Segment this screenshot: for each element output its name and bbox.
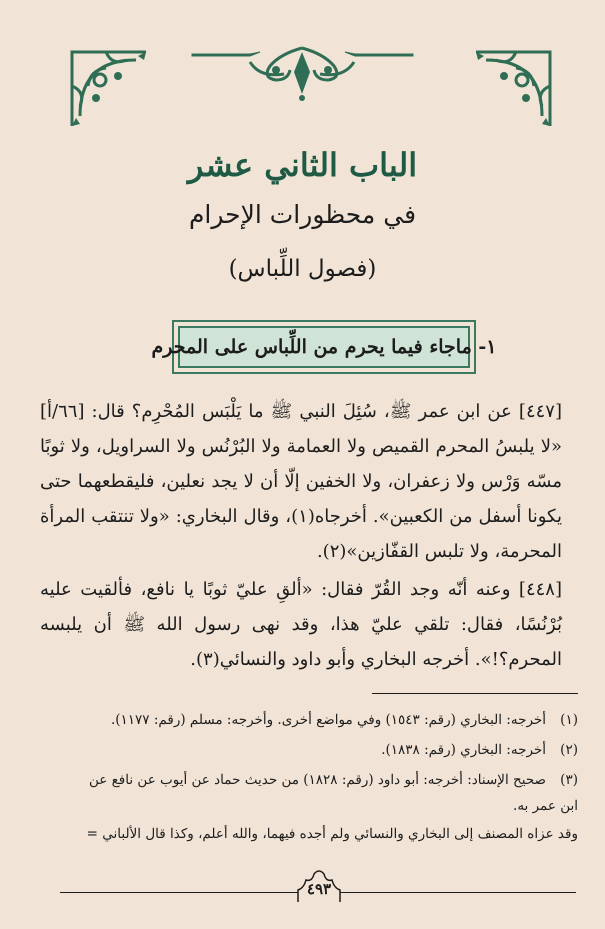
section-label: (فصول اللِّباس) [228,256,377,282]
footnote-number: (٣) [560,772,578,788]
chapter-title: الباب الثاني عشر [187,146,418,184]
chapter-subtitle: في محظورات الإحرام [188,200,417,229]
footnote-text: أخرجه: البخاري (رقم: ١٨٣٨). [381,742,546,758]
hadith-448: [٤٤٨] وعنه أنّه وجد القُرّ فقال: «ألقِ عليّ ثوبًا يا نافع، فألقيت عليه بُرْنُسًا، فقال: تلقي عليّ هذا، وقد نهى رسول الله ﷺ أن يلبسه المحرم؟!». أخرجه البخاري وأبو داود والنسائي(٣). [40,579,562,670]
footnote-2 [40,740,578,761]
corner-ornament-right [470,46,556,132]
page-number: ٤٩٣ [306,880,332,898]
footnote-extra: وقد عزاه المصنف إلى البخاري والنسائي ولم أجده فيهما، والله أعلم، وكذا قال الألباني = [86,826,578,842]
section-heading: ١- ماجاء فيما يحرم من اللِّباس على المحرم [151,336,497,358]
footnote-text: صحيح الإسناد: أخرجه: أبو داود (رقم: ١٨٢٨) من حديث حماد عن أيوب عن نافع عن [89,772,546,788]
bottom-rule-left [60,892,298,893]
page-number-badge [296,868,342,904]
hadith-447: [٤٤٧] عن ابن عمر ﷺ، سُئِلَ النبي ﷺ ما يَلْبَس المُحْرِم؟ قال: [٦٦/أ] «لا يلبسُ المحرم القميص ولا العمامة ولا البُرْنُس ولا السراويل، ولا ثوبًا مسّه وَرْس ولا زعفران، ولا الخفين إلّا أن لا يجد نعلين، فليقطعهما حتى يكونا أسفل من الكعبين». أخرجاه(١)، وقال البخاري: «ولا تنتقب المرأة المحرمة، ولا تلبس القفّازين»(٢). [40,401,563,562]
section-heading-box [151,320,497,374]
footnote-number: (١) [560,712,578,728]
footnote-separator [372,693,578,694]
footnote-3 [40,770,578,791]
top-center-ornament [190,44,415,102]
bottom-rule-right [340,892,576,893]
footnote-number: (٢) [560,742,578,758]
footnote-text: أخرجه: البخاري (رقم: ١٥٤٣) وفي مواضع أخرى. وأخرجه: مسلم (رقم: ١١٧٧). [110,712,546,728]
corner-ornament-left [66,46,152,132]
footnote-3-continuation: ابن عمر به. [513,798,578,814]
footnote-1 [40,710,578,731]
